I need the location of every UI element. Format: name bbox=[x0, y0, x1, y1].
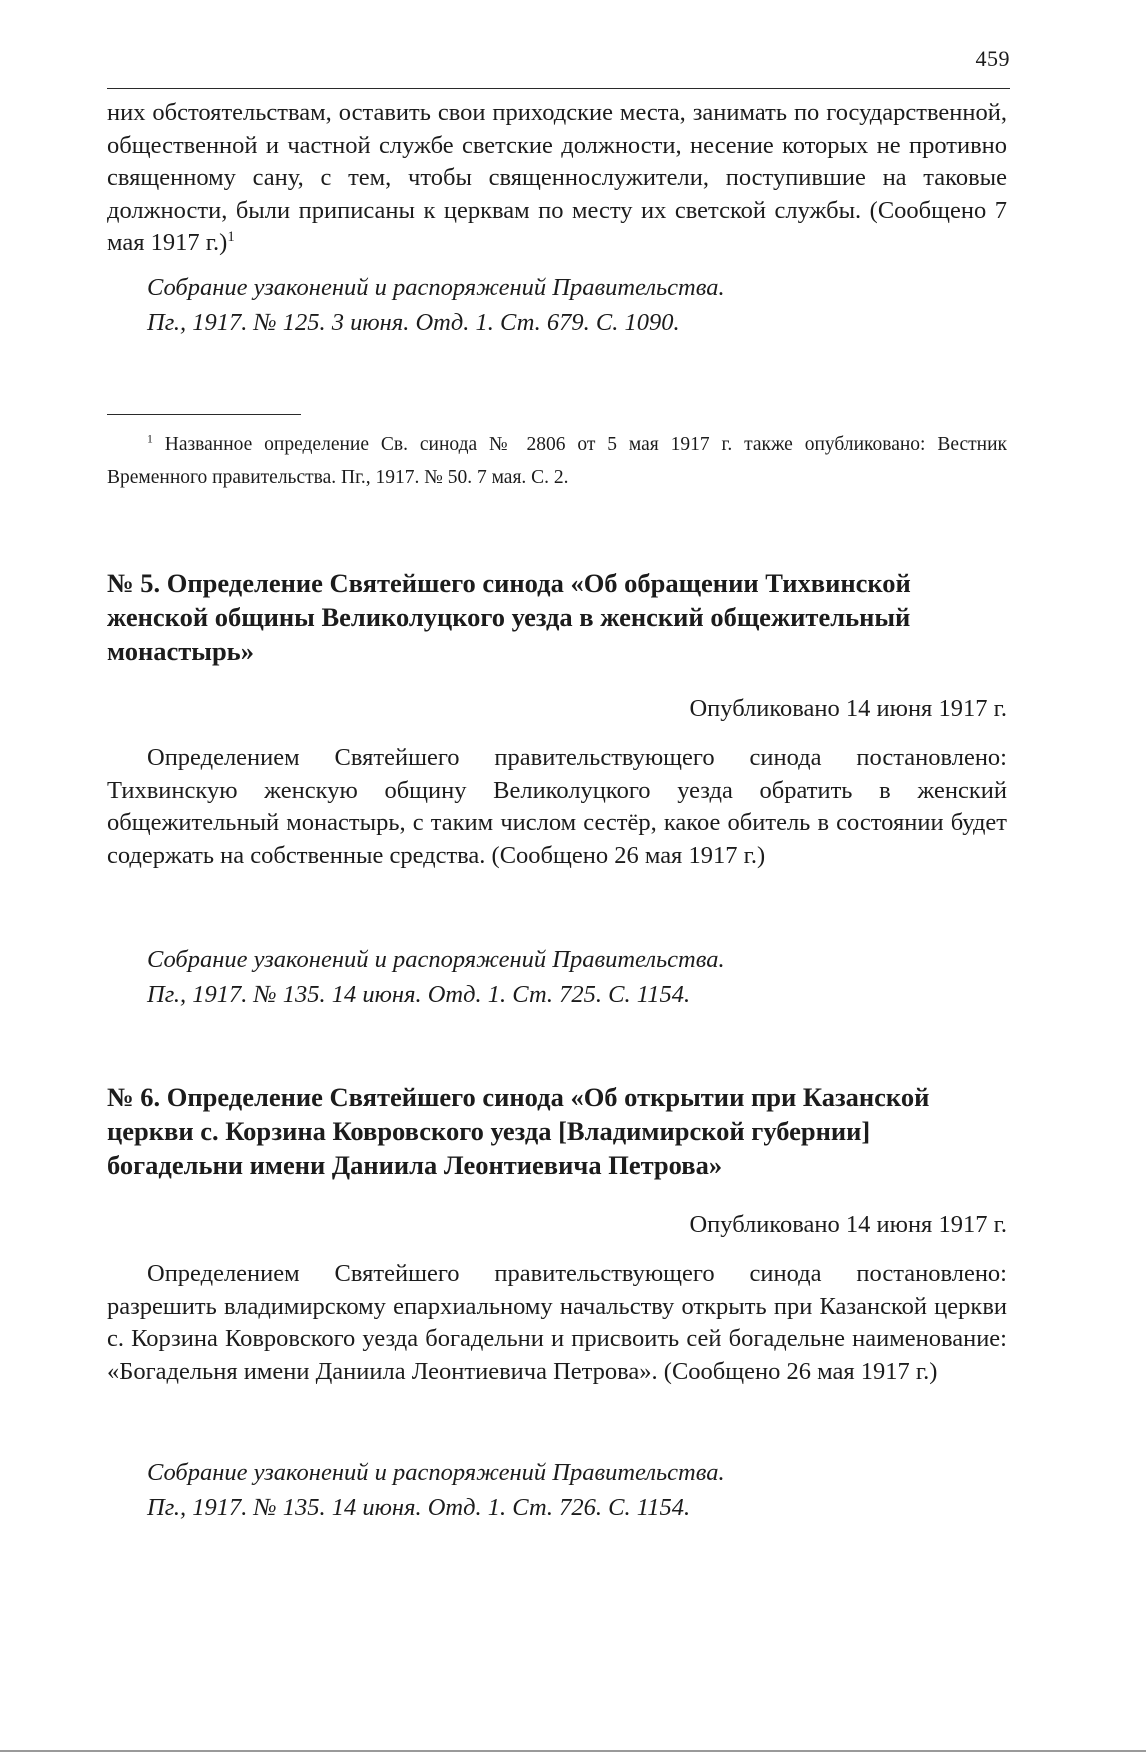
doc5-source-line-1: Собрание узаконений и распоряжений Правительства. bbox=[147, 946, 725, 973]
doc6-heading: № 6. Определение Святейшего синода «Об открытии при Казанской церкви с. Корзина Ковровского уезда [Владимирской губернии] богадельни имени Даниила Леонтиевича Петрова» bbox=[107, 1082, 930, 1180]
doc6-paragraph: Определением Святейшего правительствующего синода постановлено: разрешить владимирскому епархиальному начальству открыть при Казанской церкви с. Корзина Ковровского уезда богадельни и присвоить сей богадельне наименование: «Богадельня имени Даниила Леонтиевича Петрова». (Сообщено 26 мая 1917 г.) bbox=[107, 1260, 1007, 1385]
source-line-2: Пг., 1917. № 125. 3 июня. Отд. 1. Ст. 679. С. 1090. bbox=[147, 309, 680, 336]
footnote-mark: 1 bbox=[147, 432, 153, 446]
doc5-heading: № 5. Определение Святейшего синода «Об обращении Тихвинской женской общины Великолуцкого уезда в женский общежительный монастырь» bbox=[107, 568, 911, 666]
intro-section bbox=[107, 97, 1007, 260]
doc5-heading-block bbox=[107, 566, 967, 668]
intro-source bbox=[107, 270, 1007, 340]
doc5-source-line-2: Пг., 1917. № 135. 14 июня. Отд. 1. Ст. 725. С. 1154. bbox=[147, 981, 691, 1008]
footnote-rule bbox=[107, 414, 301, 415]
bottom-edge-rule bbox=[0, 1750, 1146, 1752]
footnote-text: $^1$ Названное определение Св. синода № 2806 от 5 мая 1917 г. также опубликовано: Вестник Временного правительства. Пг., 1917. № 50. 7 мая. С. 2. bbox=[107, 432, 1007, 488]
footnote-reference: 1 bbox=[227, 228, 235, 245]
footnote bbox=[107, 428, 1007, 494]
doc6-published: Опубликовано 14 июня 1917 г. bbox=[689, 1211, 1007, 1238]
doc6-source-line-1: Собрание узаконений и распоряжений Правительства. bbox=[147, 1459, 725, 1486]
doc5-published: Опубликовано 14 июня 1917 г. bbox=[689, 695, 1007, 722]
source-line-1: Собрание узаконений и распоряжений Правительства. bbox=[147, 274, 725, 301]
doc5-published-block bbox=[107, 693, 1007, 725]
doc6-source bbox=[107, 1455, 1007, 1525]
doc5-body bbox=[107, 742, 1007, 872]
page-number: 459 bbox=[975, 46, 1010, 71]
doc6-body bbox=[107, 1258, 1007, 1388]
header-rule bbox=[107, 88, 1010, 89]
doc6-published-block bbox=[107, 1209, 1007, 1241]
doc6-source-line-2: Пг., 1917. № 135. 14 июня. Отд. 1. Ст. 726. С. 1154. bbox=[147, 1494, 691, 1521]
intro-paragraph: них обстоятельствам, оставить свои приходские места, занимать по государственной, общественной и частной службе светские должности, несение которых не противно священному сану, с тем, чтобы священнослужители, поступившие на таковые должности, были приписаны к церквам по месту их светской службы. (Сообщено 7 мая 1917 г.)$^1$ bbox=[107, 99, 1007, 256]
doc6-heading-block bbox=[107, 1080, 1007, 1182]
doc5-source bbox=[107, 942, 1007, 1012]
doc5-paragraph: Определением Святейшего правительствующего синода постановлено: Тихвинскую женскую общину Великолуцкого уезда обратить в женский общежительный монастырь, с таким числом сестёр, какое обитель в состоянии будет содержать на собственные средства. (Сообщено 26 мая 1917 г.) bbox=[107, 744, 1007, 869]
